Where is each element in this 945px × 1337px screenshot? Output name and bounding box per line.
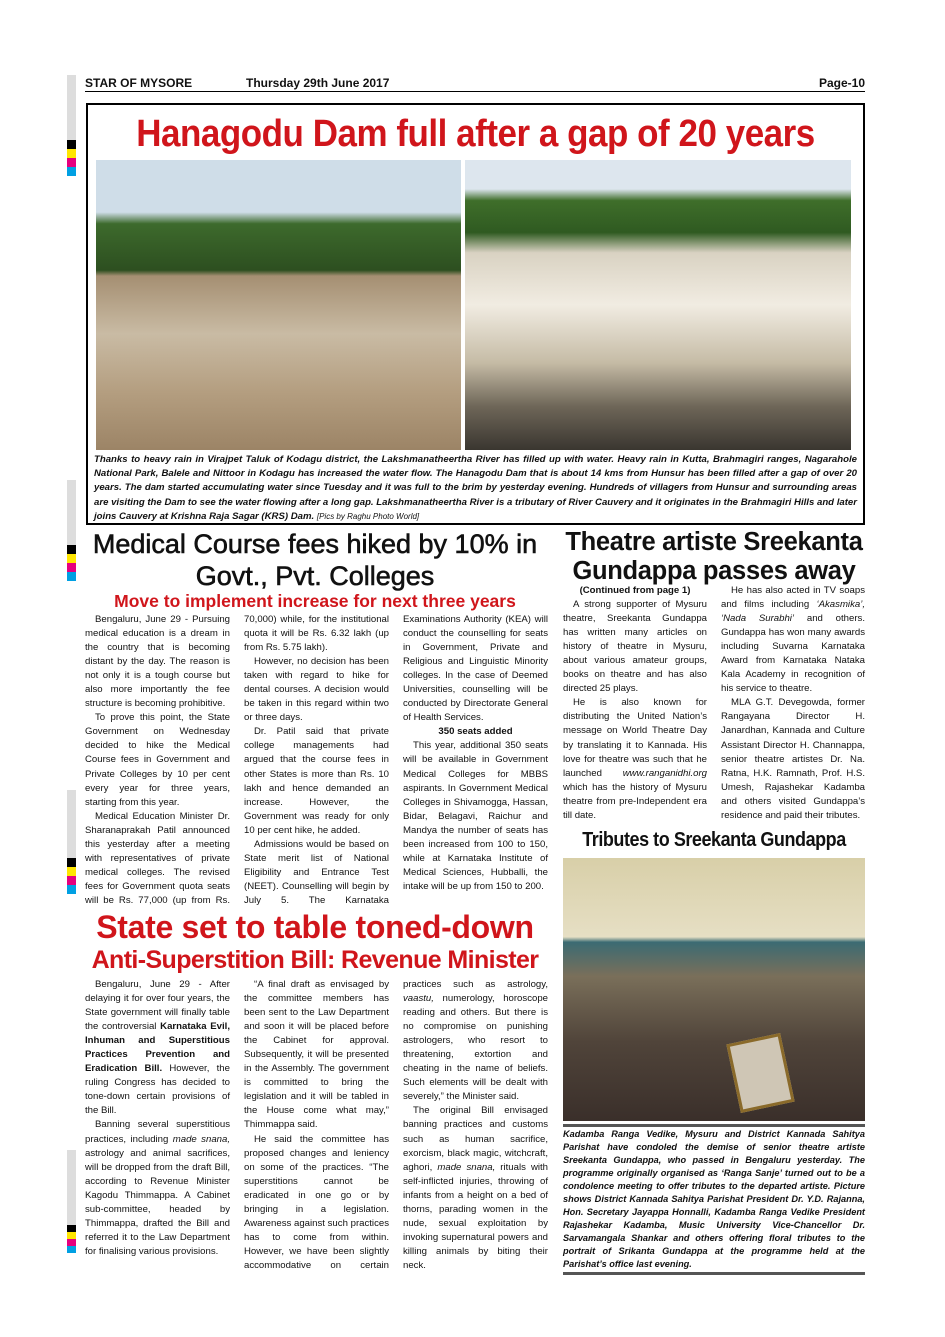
text-run: However, the ruling Congress has decided to tone-down certain provisions of the Bill.	[85, 1063, 230, 1117]
bill-headline: State set to table toned-down	[96, 909, 534, 945]
text-run: This year, additional 350 seats will be available in Government Medical Colleges for MBBS aspirants. In Government Medical Colleges in Shivamogga, Hassan, Bidar, Belagavi, Raichur and Mandya the number of seats has been increased from 100 to 150, while at Karnataka Institute of Medical Sciences, Hubballi, the intake will be up from 150 to 200.	[403, 740, 548, 892]
paragraph	[403, 1104, 548, 1273]
text-run: numerology, horoscope reading and others. But there is no compromise on punishing astrologers, who resort to threatening, extortion and cheating in the name of beliefs. Such elements will be dealt with severely,” the Minister said.	[403, 993, 548, 1103]
paragraph	[721, 584, 865, 696]
text-run: rituals with self-inflicted injuries, throwing of infants from a height on a bed of thorns, parading women in the nude, sexual exploitation by invoking supernatural powers and killing animals by biting their neck.	[403, 1161, 549, 1271]
dam-caption-text: Thanks to heavy rain in Virajpet Taluk of Kodagu district, the Lakshmanatheertha River has filled up with water. Heavy rain in Kutta, Brahmagiri ranges, Nagarahole National Park, Balele and Nittoor in Kodagu has increased the water flow. The Hanagodu Dam that is about 14 kms from Hunsur has been filled after a gap of over 20 years. The dam started accumulating water since Tuesday and it was full to the brim by yesterday evening. Hundreds of villagers from Hunsur and surrounding areas are visiting the Dam to see the water flowing after a long gap. Lakshmanatheertha River is a tributary of River Cauvery and it originates in the Brahmagiri Hills and later joins Cauvery at Krishna Raja Sagar (KRS) Dam.	[94, 454, 857, 522]
masthead	[85, 76, 865, 92]
paragraph	[563, 598, 707, 696]
paragraph	[244, 655, 389, 725]
text-run: Dr. Patil said that private college managements had argued that the course fees in other States is more than Rs. 10 lakh and hence demanded an increase. However, the Government was ready for only 10 per cent hike, he added.	[244, 726, 389, 836]
dam-headline: Hanagodu Dam full after a gap of 20 years	[136, 113, 815, 155]
text-run: To prove this point, the State Government on Wednesday decided to hike the Medical Course fees in Government and Private Colleges by 10 per cent every year for three years, starting from this year.	[85, 712, 230, 808]
paragraph	[403, 739, 548, 894]
tributes-caption: Kadamba Ranga Vedike, Mysuru and District Kannada Sahitya Parishat have condoled the demise of senior theatre artiste Sreekanta Gundappa, who passed in Bengaluru yesterday. The programme originally organised as ‘Ranga Sanje’ turned out to be a condolence meeting to offer tributes to the departed artiste. Picture shows District Kannada Sahitya Parishat President Dr. Y.D. Rajanna, Hon. Secretary Jayappa Honnalli, Kadamba Ranga Vedike President Rajashekar Kadamba, Music University Vice-Chancellor Dr. Sarvamangala Shankar and others offering floral tributes to the portrait of Srikanta Gundappa at the programme held at the Parishat’s office last evening.	[563, 1124, 865, 1275]
text-run: However, no decision has been taken with regard to hike for dental courses. A decision would be taken in this regard within two or three days.	[244, 656, 389, 724]
text-run: Admissions would be based on State merit list of National Eligibility and Entrance Test (NEET). Counselling will begin by July 5. The Karnataka Examinations Authority (KEA) will conduct the counselling for seats in Government, Private and Religious and Linguistic Minority colleges. In the case of Deemed Universities, counselling will be conducted by Directorate General of Health Services.	[244, 614, 548, 906]
tributes-headline: Tributes to Sreekanta Gundappa	[582, 829, 846, 851]
text-run: A strong supporter of Mysuru theatre, Sreekanta Gundappa has written many articles on history of theatre in Mysuru, about various amateur groups, books on theatre and has also directed 25 plays.	[563, 599, 707, 695]
text-run: www.ranganidhi.org	[622, 767, 707, 779]
bill-article-body	[85, 978, 548, 1273]
paragraph	[85, 711, 230, 809]
text-run: vaastu,	[403, 993, 434, 1005]
text-run: astrology and animal sacrifices, will be dropped from the draft Bill, according to Revenue Minister Kagodu Thimmappa. A Cabinet sub-committee, headed by Thimmappa, drafted the Bill and referred it to the Law Department for finalising various provisions.	[85, 1147, 230, 1257]
dam-caption	[94, 453, 857, 524]
dam-photo-left	[96, 160, 461, 450]
text-run: MLA G.T. Devegowda, former Rangayana Director H. Janardhan, Kannada and Culture Assistant Director H. Channappa, senior theatre artistes Dr. Na. Ratna, H.K. Ramnath, Prof. H.S. Umesh, Rajashekar Kadamba and others visited Gundappa’s residence and paid their tributes.	[721, 697, 865, 821]
text-run: He has also acted in TV soaps and films including	[721, 585, 865, 611]
text-run: which has the history of Mysuru theatre from pre-Independent era till date.	[563, 781, 707, 821]
paper-name: STAR OF MYSORE	[85, 76, 193, 90]
bill-subhead: Anti-Superstition Bill: Revenue Minister	[91, 946, 539, 974]
section-subhead: (Continued from page 1)	[579, 585, 691, 596]
text-run: He said the committee has proposed changes and leniency on some of the practices. “The superstitions cannot be eradicated in one go or by bringing in a legislation. Awareness against such practices has to come from within. However, we have been slightly accommodative on certain practices such as astrology,	[244, 979, 548, 1271]
tributes-photo	[563, 858, 865, 1121]
text-run: The original Bill envisaged banning practices and customs such as human sacrifice, exorcism, black magic, witchcraft, aghori,	[403, 1105, 548, 1173]
text-run: made snana,	[172, 1133, 230, 1145]
photo-credit: [Pics by Raghu Photo World]	[316, 511, 420, 521]
dam-photo-right	[465, 160, 851, 450]
page-number: Page-10	[818, 76, 865, 90]
dam-story-box	[86, 103, 865, 525]
medical-article-body	[85, 613, 548, 909]
text-run: Medical Education Minister Dr. Sharanaprakah Patil announced this yesterday after a meeting with representatives of private medical colleges. The revised fees for Government quota seats will be Rs. 77,000 (up from Rs. 70,000) while, for the institutional quota it will be Rs. 6.32 lakh (up from Rs. 5.75 lakh).	[85, 614, 389, 906]
medical-headline: Medical Course fees hiked by 10% in Govt., Pvt. Colleges	[92, 529, 538, 591]
text-run: and others. Gundappa has won many awards including Suvarna Karnataka Award from Karnataka Nataka Kala Academy in recognition of his service to theatre.	[721, 613, 865, 695]
paragraph	[244, 725, 389, 837]
text-run: made snana,	[437, 1161, 496, 1173]
paragraph	[85, 978, 230, 1118]
theatre-article-body	[563, 584, 865, 824]
paragraph	[85, 1118, 230, 1258]
paragraph	[721, 696, 865, 822]
medical-subhead: Move to implement increase for next three years	[114, 591, 516, 611]
text-run: Bengaluru, June 29 - After delaying it for over four years, the State government will finally table the controversial	[85, 979, 230, 1033]
portrait-frame	[726, 1033, 794, 1113]
text-run: Bengaluru, June 29 - Pursuing medical education is a dream in the country that is becoming distant by the day. The reason is not only it is a tough course but also more importantly the fee structure is becoming prohibitive.	[85, 614, 230, 710]
paragraph	[563, 696, 707, 822]
section-subhead: 350 seats added	[438, 726, 513, 738]
paragraph	[244, 978, 389, 1133]
paragraph	[85, 613, 230, 711]
text-run: “A final draft as envisaged by the committee members has been sent to the Law Department and soon it will be placed before the Cabinet for approval. Subsequently, it will be presented in the Assembly. The government is committed to bring the legislation and it will be tabled in the House come what may,” Thimmappa said.	[244, 979, 389, 1131]
text-run: ‘Akasmika’, ‘Nada Surabhi’	[721, 599, 865, 625]
text-run: He is also known for distributing the United Nation’s message on World Theatre Day by translating it to Kannada. His love for theatre was such that he launched	[563, 697, 707, 779]
text-run: Karnataka Evil, Inhuman and Superstitious Practices Prevention and Eradication Bill.	[85, 1021, 230, 1075]
issue-date: Thursday 29th June 2017	[246, 76, 390, 90]
text-run: Banning several superstitious practices, including	[85, 1119, 230, 1145]
theatre-headline: Theatre artiste Sreekanta Gundappa passes away	[565, 528, 863, 585]
